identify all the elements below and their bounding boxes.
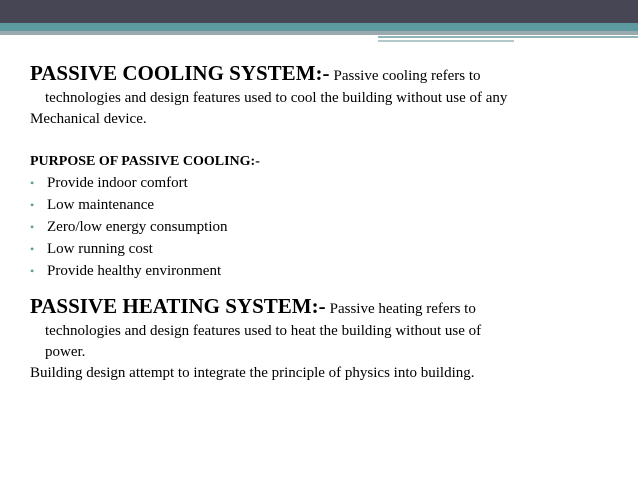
passive-cooling-continuation: technologies and design features used to cool the building without use of any — [45, 90, 508, 106]
bullet-icon: • — [30, 176, 35, 190]
passive-heating-continuation: technologies and design features used to heat the building without use of — [45, 323, 482, 339]
purpose-list — [30, 172, 620, 282]
bullet-icon: • — [30, 242, 35, 256]
list-item-text: Zero/low energy consumption — [47, 219, 228, 235]
passive-cooling-heading: PASSIVE COOLING SYSTEM:- — [30, 61, 330, 85]
passive-cooling-heading-line — [30, 62, 620, 88]
passive-heating-last-line: Building design attempt to integrate the principle of physics into building. — [30, 365, 475, 381]
bullet-icon: • — [30, 264, 35, 278]
list-item — [30, 238, 620, 260]
passive-cooling-intro: Passive cooling refers to — [333, 68, 481, 84]
passive-heating-heading: PASSIVE HEATING SYSTEM:- — [30, 294, 326, 318]
list-item-text: Provide indoor comfort — [47, 175, 188, 191]
passive-heating-intro: Passive heating refers to — [329, 301, 476, 317]
header-bar-dark — [0, 0, 638, 23]
header-stripe — [378, 36, 638, 38]
passive-cooling-last-line: Mechanical device. — [30, 111, 147, 127]
passive-heating-continuation-2: power. — [45, 344, 86, 360]
list-item — [30, 194, 620, 216]
bullet-icon: • — [30, 198, 35, 212]
list-item-text: Provide healthy environment — [47, 263, 222, 279]
header-bar-gray — [0, 31, 638, 35]
slide-content — [30, 62, 620, 384]
list-item-text: Low running cost — [47, 241, 153, 257]
list-item — [30, 172, 620, 194]
list-item-text: Low maintenance — [47, 197, 155, 213]
header-stripe-short — [378, 40, 514, 42]
bullet-icon: • — [30, 220, 35, 234]
list-item — [30, 216, 620, 238]
passive-heating-heading-line — [30, 295, 620, 321]
header-bar-teal — [0, 23, 638, 31]
purpose-heading: PURPOSE OF PASSIVE COOLING:- — [30, 154, 260, 169]
list-item — [30, 260, 620, 282]
